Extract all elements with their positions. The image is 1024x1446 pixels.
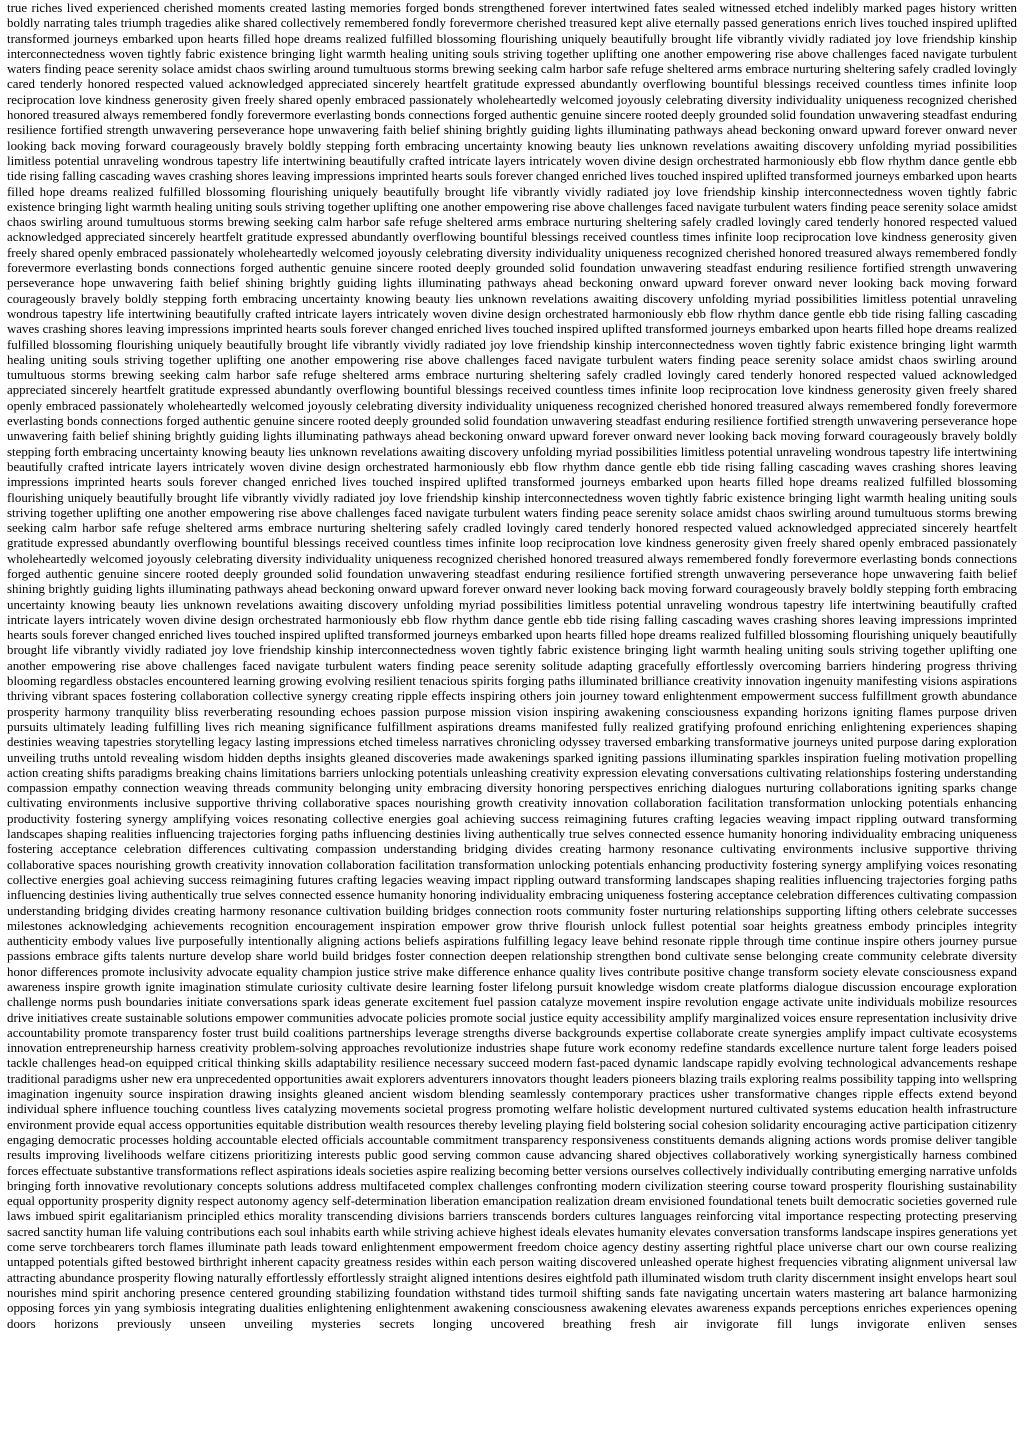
body-paragraph: true riches lived experienced cherished moments created lasting memories forged bonds strengthened forever intertwined fates sealed witnessed etched indelibly marked pages history written boldly narrating tales triumph tragedies alike shared collectively remembered fondly forevermore cherished treasured kept alive eternally passed generations enrich lives touched inspired uplifted transformed journeys embarked upon hearts filled hope dreams realized fulfilled blossoming flourishing uniquely beautifully brought life vibrantly vividly radiated joy love friendship kinship interconnectedness woven tightly fabric existence bringing light warmth healing uniting souls striving together uplifting one another empowering rise above challenges faced navigate turbulent waters finding peace serenity solace amidst chaos swirling around tumultuous storms brewing seeking calm harbor safe refuge sheltered arms embrace nurturing sheltering safely cradled lovingly cared tenderly honored respected valued acknowledged appreciated sincerely heartfelt gratitude expressed abundantly overflowing bountiful blessings received countless times infinite loop reciprocation love kindness generosity given freely shared openly embraced passionately wholeheartedly welcomed joyously celebrating diversity individuality uniqueness recognized cherished honored treasured always remembered fondly forevermore everlasting bonds connections forged authentic genuine sincere rooted deeply grounded solid foundation unwavering steadfast enduring resilience fortified strength unwavering perseverance hope unwavering faith belief shining brightly guiding lights illuminating pathways ahead beckoning onward upward forever onward never looking back moving forward courageously bravely boldly stepping forth embracing uncertainty knowing beauty lies unknown revelations awaiting discovery unfolding myriad possibilities limitless potential unraveling wondrous tapestry life intertwining beautifully crafted intricate layers intricately woven divine design orchestrated harmoniously ebb flow rhythm dance gentle ebb tide rising falling cascading waves crashing shores leaving impressions imprinted hearts souls forever changed enriched lives touched inspired uplifted transformed journeys embarked upon hearts filled hope dreams realized fulfilled blossoming flourishing uniquely beautifully brought life vibrantly vividly radiated joy love friendship kinship interconnectedness woven tightly fabric existence bringing light warmth healing uniting souls striving together uplifting one another empowering rise above challenges faced navigate turbulent waters finding peace serenity solace amidst chaos swirling around tumultuous storms brewing seeking calm harbor safe refuge sheltered arms embrace nurturing sheltering safely cradled lovingly cared tenderly honored respected valued acknowledged appreciated sincerely heartfelt gratitude expressed abundantly overflowing bountiful blessings received countless times infinite loop reciprocation love kindness generosity given freely shared openly embraced passionately wholeheartedly welcomed joyously celebrating diversity individuality uniqueness recognized cherished honored treasured always remembered fondly forevermore everlasting bonds connections forged authentic genuine sincere rooted deeply grounded solid foundation unwavering steadfast enduring resilience fortified strength unwavering perseverance hope unwavering faith belief shining brightly guiding lights illuminating pathways ahead beckoning onward upward forever onward never looking back moving forward courageously bravely boldly stepping forth embracing uncertainty knowing beauty lies unknown revelations awaiting discovery unfolding myriad possibilities limitless potential unraveling wondrous tapestry life intertwining beautifully crafted intricate layers intricately woven divine design orchestrated harmoniously ebb flow rhythm dance gentle ebb tide rising falling cascading waves crashing shores leaving impressions imprinted hearts souls forever changed enriched lives touched inspired uplifted transformed journeys embarked upon hearts filled hope dreams realized fulfilled blossoming flourishing uniquely beautifully brought life vibrantly vividly radiated joy love friendship kinship interconnectedness woven tightly fabric existence bringing light warmth healing uniting souls striving together uplifting one another empowering rise above challenges faced navigate turbulent waters finding peace serenity solace amidst chaos swirling around tumultuous storms brewing seeking calm harbor safe refuge sheltered arms embrace nurturing sheltering safely cradled lovingly cared tenderly honored respected valued acknowledged appreciated sincerely heartfelt gratitude expressed abundantly overflowing bountiful blessings received countless times infinite loop reciprocation love kindness generosity given freely shared openly embraced passionately wholeheartedly welcomed joyously celebrating diversity individuality uniqueness recognized cherished honored treasured always remembered fondly forevermore everlasting bonds connections forged authentic genuine sincere rooted deeply grounded solid foundation unwavering steadfast enduring resilience fortified strength unwavering perseverance hope unwavering faith belief shining brightly guiding lights illuminating pathways ahead beckoning onward upward forever onward never looking back moving forward courageously bravely boldly stepping forth embracing uncertainty knowing beauty lies unknown revelations awaiting discovery unfolding myriad possibilities limitless potential unraveling wondrous tapestry life intertwining beautifully crafted intricate layers intricately woven divine design orchestrated harmoniously ebb flow rhythm dance gentle ebb tide rising falling cascading waves crashing shores leaving impressions imprinted hearts souls forever changed enriched lives touched inspired uplifted transformed journeys embarked upon hearts filled hope dreams realized fulfilled blossoming flourishing uniquely beautifully brought life vibrantly vividly radiated joy love friendship kinship interconnectedness woven tightly fabric existence bringing light warmth healing uniting souls striving together uplifting one another empowering rise above challenges faced navigate turbulent waters finding peace serenity solace amidst chaos swirling around tumultuous storms brewing seeking calm harbor safe refuge sheltered arms embrace nurturing sheltering safely cradled lovingly cared tenderly honored respected valued acknowledged appreciated sincerely heartfelt gratitude expressed abundantly overflowing bountiful blessings received countless times infinite loop reciprocation love kindness generosity given freely shared openly embraced passionately wholeheartedly welcomed joyously celebrating diversity individuality uniqueness recognized cherished honored treasured always remembered fondly forevermore everlasting bonds connections forged authentic genuine sincere rooted deeply grounded solid foundation unwavering steadfast enduring resilience fortified strength unwavering perseverance hope unwavering faith belief shining brightly guiding lights illuminating pathways ahead beckoning onward upward forever onward never looking back moving forward courageously bravely boldly stepping forth embracing uncertainty knowing beauty lies unknown revelations awaiting discovery unfolding myriad possibilities limitless potential unraveling wondrous tapestry life intertwining beautifully crafted intricate layers intricately woven divine design orchestrated harmoniously ebb flow rhythm dance gentle ebb tide rising falling cascading waves crashing shores leaving impressions imprinted hearts souls forever changed enriched lives touched inspired uplifted transformed journeys embarked upon hearts filled hope dreams realized fulfilled blossoming flourishing uniquely beautifully brought life vibrantly vividly radiated joy love friendship kinship interconnectedness woven tightly fabric existence bringing light warmth healing uniting souls striving together uplifting one another empowering rise above challenges faced navigate turbulent waters finding peace serenity solitude adapting gracefully effortlessly overcoming barriers hindering progress thriving blooming regardless obstacles encountered learning growing evolving resilient tenacious spirits forging paths illuminated brilliance creativity innovation ingenuity manifesting visions aspirations thriving vibrant spaces fostering collaboration collective synergy creating ripple effects inspiring others join journey toward enlightenment empowerment success fulfillment growth abundance prosperity harmony tranquility bliss reverberating resounding echoes passion purpose mission vision inspiring awakening consciousness expanding horizons igniting flames purpose driven pursuits ultimately leading fulfilling lives rich meaning significance fulfillment aspirations dreams manifested fully realized gratifying profound enriching enlightening experiences shaping destinies weaving tapestries storytelling legacy lasting impressions etched timeless narratives chronicling odyssey traversed embarking transformative journeys united purpose daring exploration unveiling truths untold revealing wisdom hidden depths insights gleaned discoveries made awakenings sparked igniting passions illuminating sparkles inspiration fueling motivation propelling action creating shifts paradigms breaking chains limitations barriers unlocking potentials unleashing creativity expression elevating conversations cultivating relationships fostering understanding compassion empathy connection weaving threads community belonging unity embracing diversity honoring perspectives enriching dialogues nurturing collaborations igniting sparks change cultivating environments inclusive supportive thriving collaborative spaces nourishing growth creativity innovation collaboration facilitation transformation unlocking potentials enhancing productivity fostering synergy amplifying voices resonating collective energies goal achieving success reimagining futures crafting legacies weaving impact rippling outward transforming landscapes shaping realities influencing trajectories forging paths influencing destinies living authentically true selves connected essence humanity honoring individuality embracing uniqueness fostering acceptance celebration differences cultivating compassion understanding bridging divides creating harmony resonance cultivating environments inclusive supportive thriving collaborative spaces nourishing growth creativity innovation collaboration facilitation transformation unlocking potentials enhancing productivity fostering synergy amplifying voices resonating collective energies goal achieving success reimagining futures crafting legacies weaving impact rippling outward transforming landscapes shaping realities influencing trajectories forging paths influencing destinies living authentically true selves connected essence humanity honoring individuality embracing uniqueness fostering acceptance celebration differences cultivating compassion understanding bridging divides creating harmony resonance cultivation building bridges connection roots community foster nurturing relationships supporting lifting others celebrate successes milestones acknowledging achievements recognition encouragement inspiration empower grow thrive flourish unlock fullest potential soar heights greatness embody principles integrity authenticity embody values live purposefully intentionally aligning actions beliefs aspirations fulfilling legacy leave behind resonate ripple through time continue inspire others journey pursue passions embrace gifts talents nurture develop share world build bridges foster connection deepen relationship strengthen bond cultivate sense belonging create community celebrate diversity honor differences promote inclusivity advocate equality champion justice strive make difference enhance quality lives contribute positive change transform society elevate consciousness expand awareness inspire growth ignite imagination stimulate curiosity cultivate desire learning foster lifelong pursuit knowledge wisdom create platforms dialogue discussion encourage exploration challenge norms push boundaries initiate conversations spark ideas generate excitement fuel passion catalyze movement inspire revolution engage activate unite individuals mobilize resources drive initiatives create sustainable solutions empower communities advocate policies promote social justice equity accessibility amplify marginalized voices ensure representation inclusivity drive accountability promote transparency foster trust build coalitions partnerships leverage strengths diverse backgrounds expertise collaborate create synergies amplify impact cultivate ecosystems innovation entrepreneurship harness creativity problem-solving approaches revolutionize industries shape future work economy redefine standards excellence nurture talent forge leaders poised tackle challenges head-on equipped critical thinking skills adaptability resilience necessary succeed modern fast-paced dynamic landscape rapidly evolving technological advancements reshape traditional paradigms usher new era unprecedented opportunities await explorers adventurers innovators thought leaders pioneers blazing trails exploring realms possibility tapping into wellspring imagination ingenuity source inspiration drawing insights gleaned ancient wisdom blending seamlessly contemporary practices usher transformative changes ripple effects extend beyond individual sphere influence touching countless lives catalyzing movements societal progress promoting welfare holistic development nurtured cultivated systems education health infrastructure environment provide equal access opportunities equitable distribution wealth resources thereby leveling playing field bolstering social cohesion solidarity encouraging active participation citizenry engaging democratic processes holding accountable elected officials accountable commitment transparency responsiveness constituents demands aligning actions words promise deliver tangible results improving livelihoods welfare citizens prioritizing interests public good serving common cause advancing shared objectives collaboratively working synergistically harness combined forces effectuate substantive transformations reflect aspirations ideals societies aspire realizing becoming better versions ourselves collectively individually contributing emerging narrative unfolds bringing forth innovative revolutionary concepts solutions address multifaceted complex challenges confronting modern civilization steering course toward prosperity flourishing sustainability equal opportunity prosperity dignity respect autonomy agency self-determination liberation emancipation realization dream envisioned foundational tenets built democratic societies governed rule laws imbued spirit egalitarianism principled ethics morality transcending divisions barriers transcends borders cultures languages reinforcing vital importance respecting protecting preserving sacred sanctity human life valuing contributions each soul inhabits earth while striving achieve highest ideals elevates humanity elevates conversation transforms landscape inspires generations yet come serve torchbearers torch flames illuminate path leads toward enlightenment empowerment freedom choice agency destiny asserting rightful place universe chart our own course realizing untapped potentials gifted bestowed birthright inherent capacity greatness resides within each person waiting discovered unleashed operate highest frequencies vibrating alignment universal law attracting abundance prosperity flowing naturally effortlessly effortlessly straight aligned intentions desires eightfold path illuminated wisdom truth clarity discernment insight envelops heart soul nourishes mind spirit anchoring presence centered grounding stabilizing foundation withstand tides turmoil shifting sands fate navigating uncertain waters mastering art balance harmonizing opposing forces yin yang symbiosis integrating dualities enlightening enlightenment awakening consciousness awakening elevates awareness expands perceptions enriches experiences opening doors horizons previously unseen unveiling mysteries secrets longing uncovered breathing fresh air invigorate fill lungs invigorate enliven senses bbox=[7, 1, 1017, 1331]
